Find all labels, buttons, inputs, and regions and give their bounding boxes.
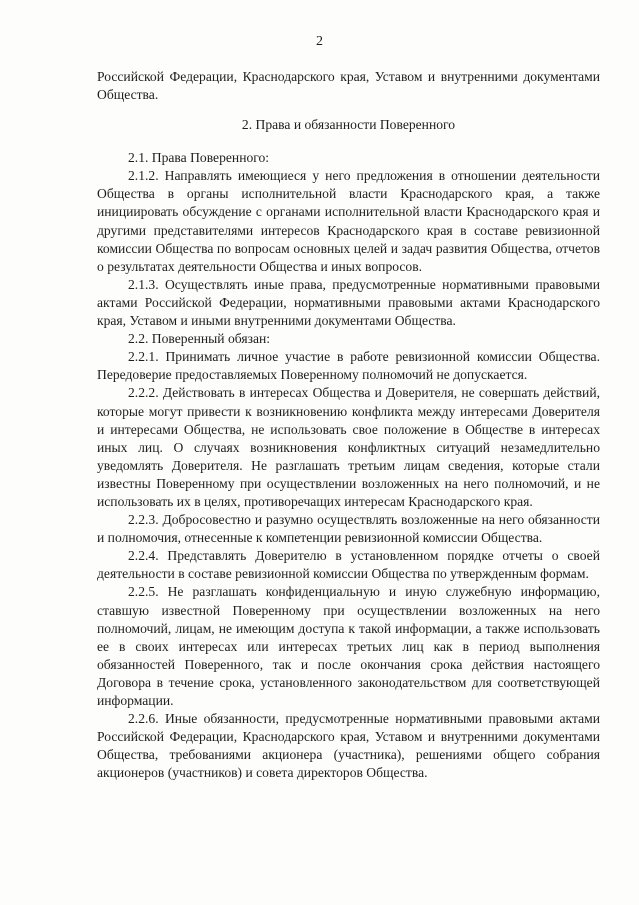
- paragraph-2-2: 2.2. Поверенный обязан:: [128, 331, 271, 347]
- paragraph-2-1-3: 2.1.3. Осуществлять иные права, предусмотренные нормативными правовыми актами Российской Федерации, нормативными правовыми актами Краснодарского края, Уставом и иными внутренними документами Общества.: [97, 276, 600, 329]
- paragraph-2-2-3: 2.2.3. Добросовестно и разумно осуществлять возложенные на него обязанности и полномочия, отнесенные к компетенции ревизионной комиссии Общества.: [97, 512, 600, 546]
- paragraph-2-2-1: 2.2.1. Принимать личное участие в работе ревизионной комиссии Общества. Передоверие предоставляемых Поверенному полномочий не допускается.: [97, 349, 600, 383]
- paragraph-2-2-2: 2.2.2. Действовать в интересах Общества и Доверителя, не совершать действий, которые могут привести к возникновению конфликта между интересами Доверителя и интересами Общества, не использовать свое положение в Обществе в интересах иных лиц. О случаях возникновения конфликтных ситуаций незамедлительно уведомлять Доверителя. Не разглашать третьим лицам сведения, которые стали известны Поверенному при осуществлении возложенных на него полномочий, и не использовать их в целях, противоречащих интересам Краснодарского края.: [97, 385, 600, 509]
- paragraph-2-1: 2.1. Права Поверенного:: [128, 150, 270, 166]
- paragraph-2-2-4: 2.2.4. Представлять Доверителю в установленном порядке отчеты о своей деятельности в составе ревизионной комиссии Общества по утвержденным формам.: [97, 548, 600, 582]
- paragraph-2-1-2: 2.1.2. Направлять имеющиеся у него предложения в отношении деятельности Общества в органы исполнительной власти Краснодарского края, а также инициировать обсуждение с органами исполнительной власти Краснодарского края и другими представителями интересов Краснодарского края в составе ревизионной комиссии Общества по вопросам основных целей и задач развития Общества, отчетов о результатах деятельности Общества и иных вопросов.: [97, 168, 600, 274]
- paragraph-2-2-5: 2.2.5. Не разглашать конфиденциальную и иную служебную информацию, ставшую известной Поверенному при осуществлении возложенных на него полномочий, лицам, не имеющим доступа к такой информации, а также использовать ее в своих интересах или интересах третьих лиц как в период выполнения обязанностей Поверенного, так и после окончания срока действия настоящего Договора в течение срока, установленного законодательством для соответствующей информации.: [97, 584, 600, 708]
- document-body: [97, 68, 600, 782]
- page-number: 2: [316, 34, 323, 49]
- paragraph-2-2-6: 2.2.6. Иные обязанности, предусмотренные нормативными правовыми актами Российской Федерации, Краснодарского края, Уставом и внутренними документами Общества, требованиями акционера (участника), решениями общего собрания акционеров (участников) и совета директоров Общества.: [97, 711, 600, 781]
- section-heading: 2. Права и обязанности Поверенного: [241, 117, 456, 133]
- intro-paragraph: Российской Федерации, Краснодарского края, Уставом и внутренними документами Общества.: [97, 69, 600, 103]
